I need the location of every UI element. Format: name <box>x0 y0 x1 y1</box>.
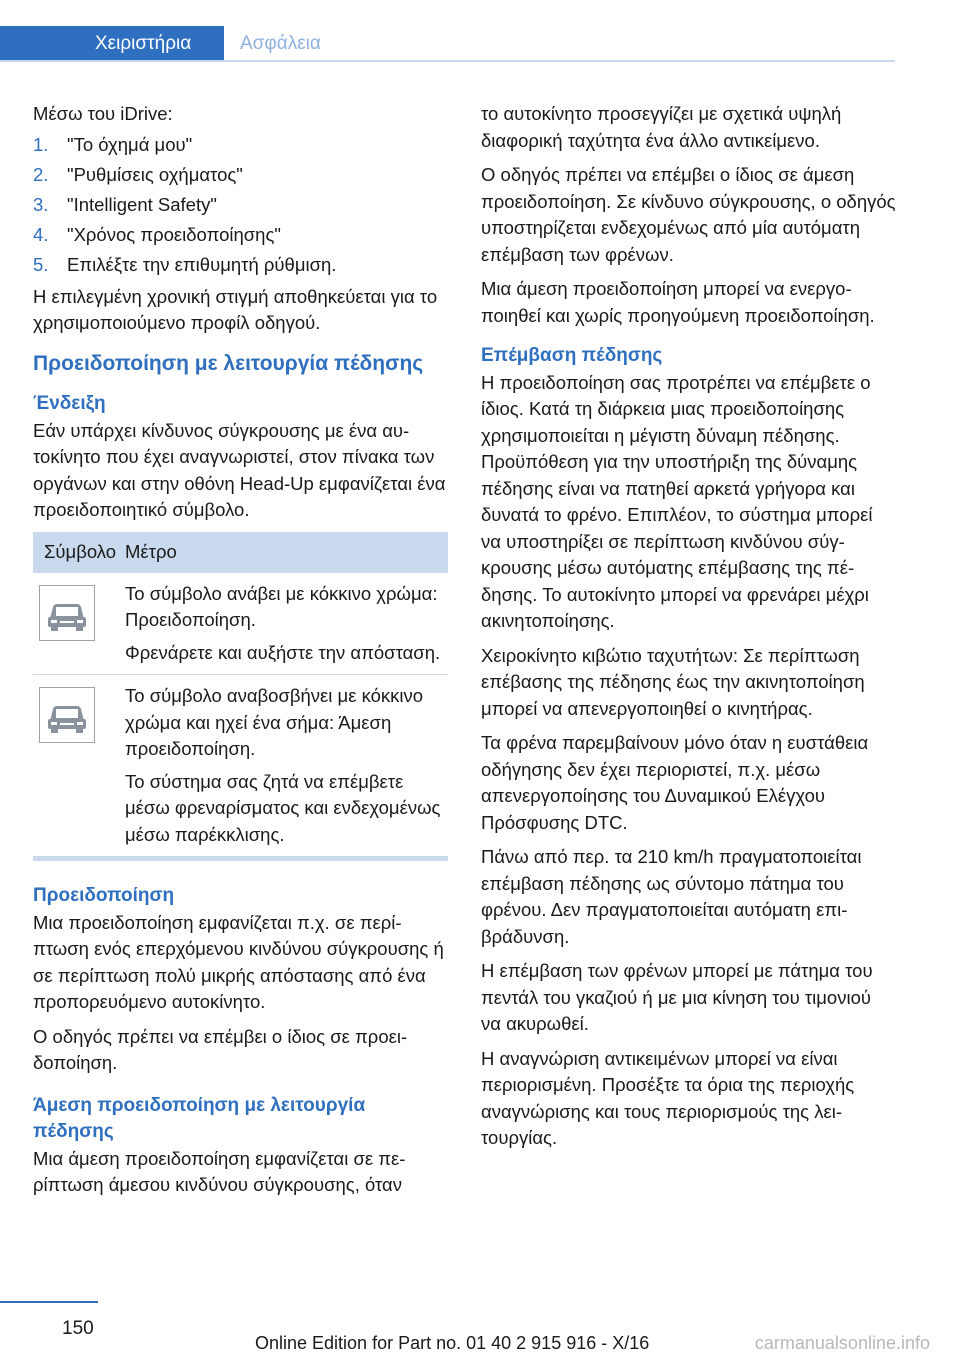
car-warning-flashing-icon <box>39 687 95 743</box>
brake-text-3: Τα φρένα παρεμβαίνουν μόνο όταν η ευστάθεια οδήγησης δεν έχει περιοριστεί, π.χ. μέσω απενεργοποίησης του Δυναμικού Ελέγχου Πρόσφυσης DTC. <box>481 732 869 833</box>
profile-note: Η επιλεγμένη χρονική στιγμή αποθηκεύεται για το χρησιμοποιούμενο προφίλ οδηγού. <box>33 285 438 333</box>
subheading-indication: Ένδειξη <box>33 393 106 414</box>
acute-warning-text: Μια άμεση προειδοποίηση εμφανίζεται σε περίπτωση άμεσου κινδύνου σύγκρουσης, όταν <box>33 1147 406 1195</box>
intro-text: Μέσω του iDrive: <box>33 103 173 124</box>
step-text: "Χρόνος προειδοποίησης" <box>67 223 281 245</box>
header-measure: Μέτρο <box>125 540 177 562</box>
symbol-table <box>33 532 448 862</box>
list-item <box>33 132 448 162</box>
section-heading-warning: Προειδοποίηση με λειτουργία πέδησης <box>33 351 424 375</box>
prewarning-driver-text: Ο οδηγός πρέπει να επέμβει ο ίδιος σε προειδοποίηση. <box>33 1025 408 1073</box>
header-symbol: Σύμβολο <box>44 540 117 562</box>
car-warning-icon <box>39 585 95 641</box>
brake-text-5: Η επέμβαση των φρένων μπορεί με πάτημα του πεντάλ του γκαζιού ή με μια κίνηση του τιμονιού να ακυρωθεί. <box>481 960 873 1034</box>
indication-text: Εάν υπάρχει κίνδυνος σύγκρουσης με ένα αυτοκίνητο που έχει αναγνωριστεί, στον πίνακα των οργάνων και στην οθόνη Head-Up εμφανίζεται ένα προειδοποιητικό σύμβολο. <box>33 419 446 520</box>
list-item <box>33 192 448 222</box>
acute-activation-text: Μια άμεση προειδοποίηση μπορεί να ενεργοποιηθεί και χωρίς προηγούμενη προειδοποίηση. <box>481 278 875 326</box>
step-list <box>33 132 448 282</box>
step-number: 2. <box>33 163 49 185</box>
edition-text: Online Edition for Part no. 01 40 2 915 916 - X/16 <box>255 1333 650 1353</box>
step-number: 5. <box>33 253 49 275</box>
symbol-description: Το σύμβολο ανάβει με κόκκινο χρώμα: Προειδοποίηση. <box>125 582 438 630</box>
list-item <box>33 162 448 192</box>
left-column <box>33 101 448 1207</box>
subheading-brake-intervention: Επέμβαση πέδησης <box>481 345 663 366</box>
step-number: 3. <box>33 193 49 215</box>
step-text: "Intelligent Safety" <box>67 193 217 215</box>
step-text: "Το όχημά μου" <box>67 133 193 155</box>
subheading-acute-warning: Άμεση προειδοποίηση με λειτουργία πέδησης <box>33 1094 366 1142</box>
brake-text-1: Η προειδοποίηση σας προτρέπει να επέμβετε ο ίδιος. Κατά τη διάρκεια μιας προειδοποίησης χρησιμοποιείται η μέγιστη δύναμη πέδησης. Προϋπόθεση για την υποστήριξη της δύναμης πέδησης είναι να πατηθεί αρκετά γρήγορα και δυνατά το φρένο. Επιπλέον, το σύστημα μπορεί να υποστηρίξει σε περίπτωση κινδύνου σύγκρουσης μέσω αυτόματης επέμβασης της πέδησης. Το αυτοκίνητο μπορεί να φρενάρει μέχρι ακινητοποίησης. <box>481 371 873 631</box>
chapter-header <box>0 26 895 62</box>
tab-controls[interactable]: Χειριστήρια <box>0 26 224 62</box>
step-number: 1. <box>33 133 49 155</box>
step-text: Επιλέξτε την επιθυμητή ρύθμιση. <box>67 253 337 275</box>
list-item <box>33 252 448 282</box>
step-text: "Ρυθμίσεις οχήματος" <box>67 163 243 185</box>
subheading-prewarning: Προειδοποίηση <box>33 885 175 906</box>
watermark: carmanualsonline.info <box>754 1333 930 1353</box>
brake-text-6: Η αναγνώριση αντικειμένων μπορεί να είναι περιορισμένη. Προσέξτε τα όρια της περιοχής αναγνώρισης και τους περιορισμούς της λειτουργίας. <box>481 1047 855 1148</box>
table-row <box>33 674 448 856</box>
header-divider <box>0 60 895 62</box>
prewarning-text: Μια προειδοποίηση εμφανίζεται π.χ. σε περίπτωση ενός επερχόμενου κινδύνου σύγκρουσης ή σε περίπτωση πολύ μικρής απόστασης από ένα προπορευόμενο αυτοκίνητο. <box>33 911 444 1012</box>
symbol-action: Φρενάρετε και αυξήστε την απόσταση. <box>125 641 441 663</box>
step-number: 4. <box>33 223 49 245</box>
brake-text-2: Χειροκίνητο κιβώτιο ταχυτήτων: Σε περίπτωση επέβασης της πέδησης έως την ακινητοποίηση μπορεί να απενεργοποιηθεί ο κινητήρας. <box>481 644 865 719</box>
right-column <box>481 101 896 1160</box>
list-item <box>33 222 448 252</box>
symbol-description: Το σύμβολο αναβοσβήνει με κόκκινο χρώμα και ηχεί ένα σήμα: Άμεση προειδοποίηση. <box>125 685 424 759</box>
table-header <box>33 532 448 573</box>
symbol-action: Το σύστημα σας ζητά να επέμβετε μέσω φρεναρίσματος και ενδεχομένως μέσω παρέκκλισης. <box>125 770 441 845</box>
acute-continuation: το αυτοκίνητο προσεγγίζει με σχετικά υψηλή διαφορική ταχύτητα ένα άλλο αντικείμενο. <box>481 103 842 151</box>
tab-safety[interactable]: Ασφάλεια <box>240 33 321 54</box>
brake-text-4: Πάνω από περ. τα 210 km/h πραγματοποιείται επέμβαση πέδησης ως σύντομο πάτημα του φρένου. Δεν πραγματοποιείται αυτόματη επιβράδυνση. <box>481 846 862 947</box>
acute-driver-text: Ο οδηγός πρέπει να επέμβει ο ίδιος σε άμεση προειδοποίηση. Σε κίνδυνο σύγκρουσης, ο οδηγός υποστηρίζεται ενδεχομένως από μία αυτόματη επέμβαση των φρένων. <box>481 164 896 265</box>
page-number: 150 <box>62 1318 94 1339</box>
table-row <box>33 573 448 675</box>
footer-rule <box>0 1301 98 1303</box>
